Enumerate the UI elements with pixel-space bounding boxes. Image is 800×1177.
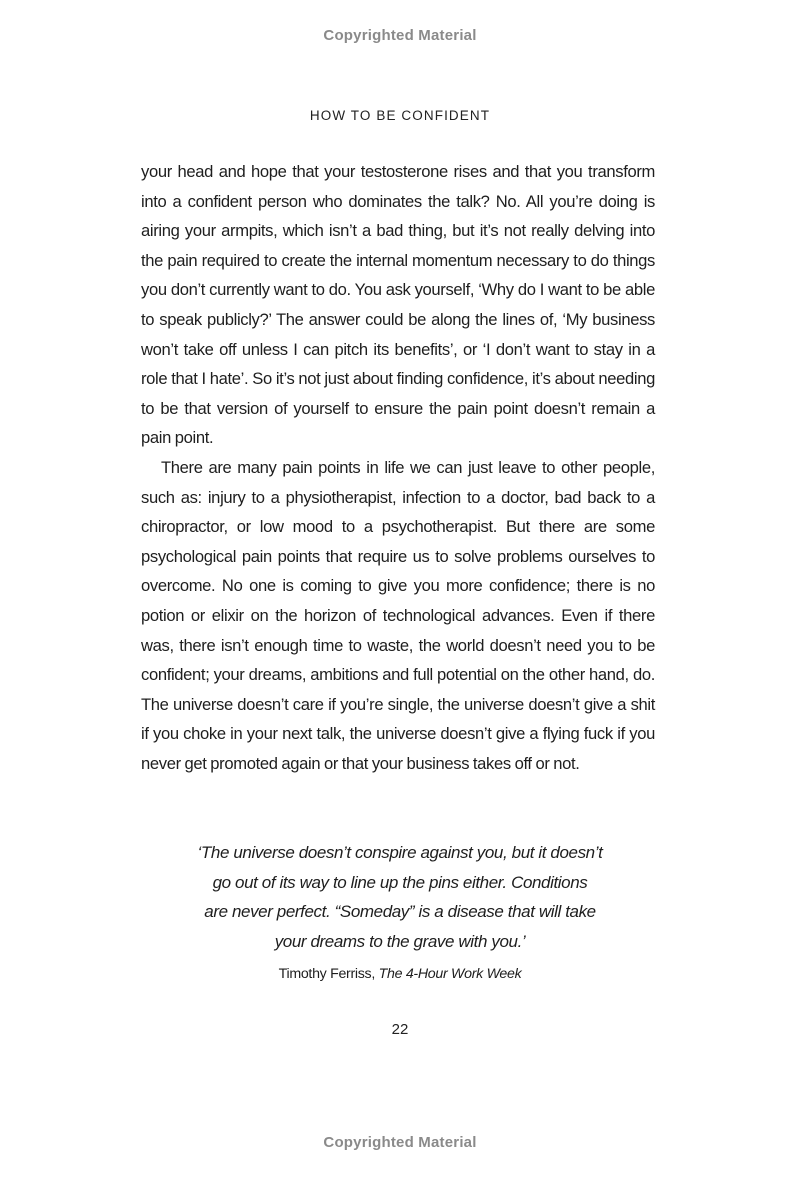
- epigraph-line: your dreams to the grave with you.’: [274, 931, 526, 951]
- epigraph-attribution: [0, 966, 800, 982]
- body-text: [141, 157, 655, 778]
- epigraph-line: ‘The universe doesn’t conspire against you, but it doesn’t: [197, 843, 603, 862]
- copyright-watermark-top: Copyrighted Material: [323, 27, 477, 44]
- copyright-watermark-bottom: Copyrighted Material: [323, 1134, 477, 1151]
- running-head: HOW TO BE CONFIDENT: [309, 108, 491, 123]
- page-number: 22: [391, 1021, 409, 1038]
- attribution-author: Timothy Ferriss,: [278, 966, 379, 982]
- attribution-source: The 4-Hour Work Week: [378, 966, 522, 982]
- epigraph-line: are never perfect. “Someday” is a disease that will take: [204, 902, 596, 922]
- paragraph-2: There are many pain points in life we can just leave to other people, such as: injury to a physiotherapist, infection to a doctor, bad back to a chiropractor, or low mood to a psychotherapist. But there are some psychological pain points that require us to solve problems ourselves to overcome. No one is coming to give you more confidence; there is no potion or elixir on the horizon of technological advances. Even if there was, there isn’t enough time to waste, the world doesn’t need you to be confident; your dreams, ambitions and full potential on the other hand, do. The universe doesn’t care if you’re single, the universe doesn’t give a shit if you choke in your next talk, the universe doesn’t give a flying fuck if you never get promoted again or that your business takes off or not.: [141, 457, 655, 773]
- paragraph-1: your head and hope that your testosterone rises and that you transform into a confident person who dominates the talk? No. All you’re doing is airing your armpits, which isn’t a bad thing, but it’s not really delving into the pain required to create the internal momentum necessary to do things you don’t currently want to do. You ask yourself, ‘Why do I want to be able to speak publicly?’ The answer could be along the lines of, ‘My business won’t take off unless I can pitch its benefits’, or ‘I don’t want to stay in a role that I hate’. So it’s not just about finding confidence, it’s about needing to be that version of yourself to ensure the pain point doesn’t remain a pain point.: [141, 162, 655, 448]
- epigraph-quote: [190, 838, 610, 956]
- epigraph-line: go out of its way to line up the pins either. Conditions: [212, 872, 588, 892]
